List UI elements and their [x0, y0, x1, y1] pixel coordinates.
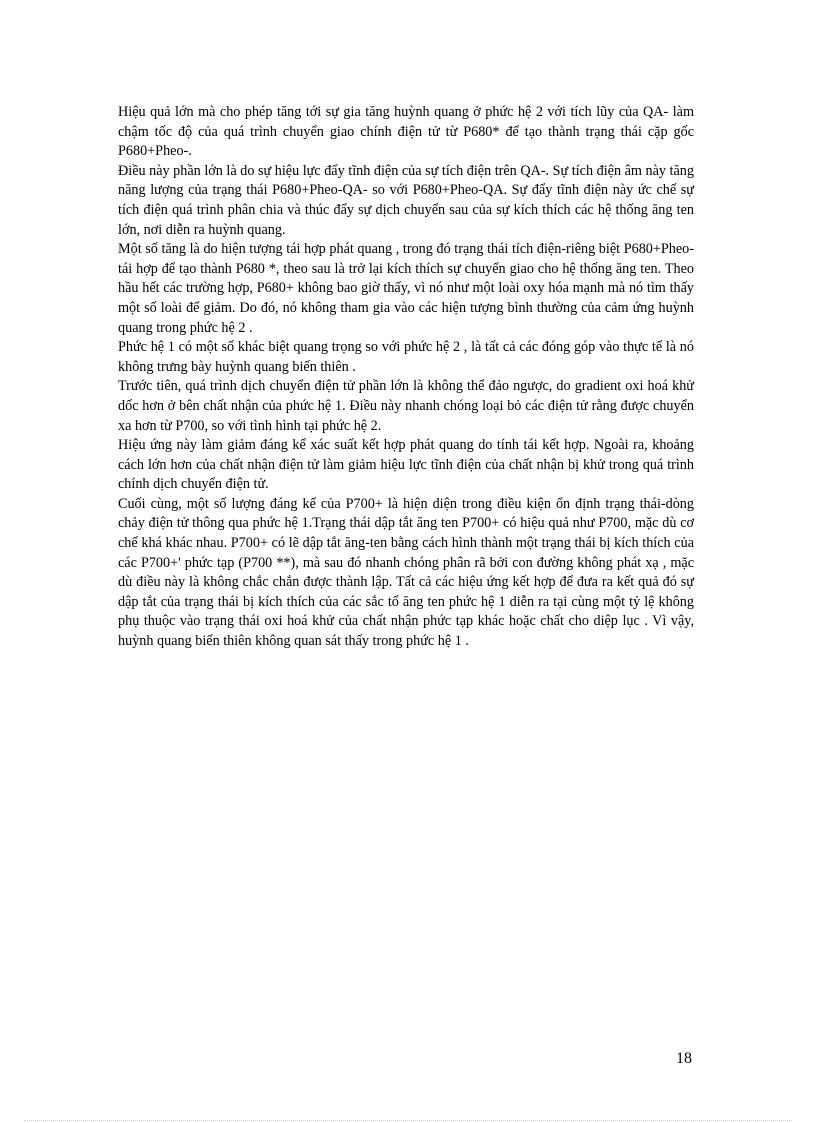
paragraph: Cuối cùng, một số lượng đáng kể của P700+ là hiện diện trong điều kiện ổn định trạng thái-dòng chảy điện tử thông qua phức hệ 1.Trạng thái dập tắt ăng ten P700+ có hiệu quả như P700, mặc dù cơ chế khá khác nhau. P700+ có lẽ dập tắt ăng-ten bằng cách hình thành một trạng thái bị kích thích của các P700+' phức tạp (P700 **), mà sau đó nhanh chóng phân rã bởi con đường không phát xạ , mặc dù điều này là không chắc chắn được thành lập. Tất cả các hiệu ứng kết hợp để đưa ra kết quả đó sự dập tắt của trạng thái bị kích thích của các sắc tố ăng ten phức hệ 1 diễn ra tại cùng một tỷ lệ không phụ thuộc vào trạng thái oxi hoá khử của chất nhận phức tạp khác hoặc chất cho diệp lục . Vì vậy, huỳnh quang biến thiên không quan sát thấy trong phức hệ 1 . [118, 495, 694, 650]
body-text [118, 103, 694, 652]
paragraph: Hiệu quả lớn mà cho phép tăng tới sự gia tăng huỳnh quang ở phức hệ 2 với tích lũy của QA- làm chậm tốc độ của quá trình chuyển giao chính điện tử từ P680* để tạo thành trạng thái cặp gốc P680+Pheo-. [118, 104, 694, 160]
paragraph: Phức hệ 1 có một số khác biệt quang trọng so với phức hệ 2 , là tất cả các đóng góp vào thực tế là nó không trưng bày huỳnh quang biến thiên . [118, 339, 694, 375]
paragraph: Hiệu ứng này làm giảm đáng kể xác suất kết hợp phát quang do tính tái kết hợp. Ngoài ra, khoảng cách lớn hơn của chất nhận điện tử làm giảm hiệu lực tĩnh điện của chất nhận bị khử trong quá trình chính dịch chuyển điện tử. [118, 437, 694, 493]
page-number: 18 [676, 1050, 692, 1067]
page-bottom-divider [24, 1120, 792, 1121]
paragraph: Điều này phần lớn là do sự hiệu lực đẩy tĩnh điện của sự tích điện trên QA-. Sự tích điện âm này tăng năng lượng của trạng thái P680+Pheo-QA- so với P680+Pheo-QA. Sự đẩy tĩnh điện này ức chế sự tích điện quá trình phân chia và thúc đẩy sự dịch chuyển sau của sự kích thích các hệ thống ăng ten lớn, nơi diễn ra huỳnh quang. [118, 162, 694, 238]
paragraph: Trước tiên, quá trình dịch chuyển điện tử phần lớn là không thể đảo ngược, do gradient oxi hoá khử dốc hơn ở bên chất nhận của phức hệ 1. Điều này nhanh chóng loại bỏ các điện tử rằng được chuyển xa hơn từ P700, so với tình hình tại phức hệ 2. [118, 378, 694, 434]
paragraph: Một số tăng là do hiện tượng tái hợp phát quang , trong đó trạng thái tích điện-riêng biệt P680+Pheo- tái hợp để tạo thành P680 *, theo sau là trở lại kích thích sự chuyển giao cho hệ thống ăng ten. Theo hầu hết các trường hợp, P680+ không bao giờ thấy, vì nó như một loài oxy hóa mạnh mà nó tìm thấy một số loài để giảm. Do đó, nó không tham gia vào các hiện tượng bình thường của cảm ứng huỳnh quang trong phức hệ 2 . [118, 241, 694, 336]
